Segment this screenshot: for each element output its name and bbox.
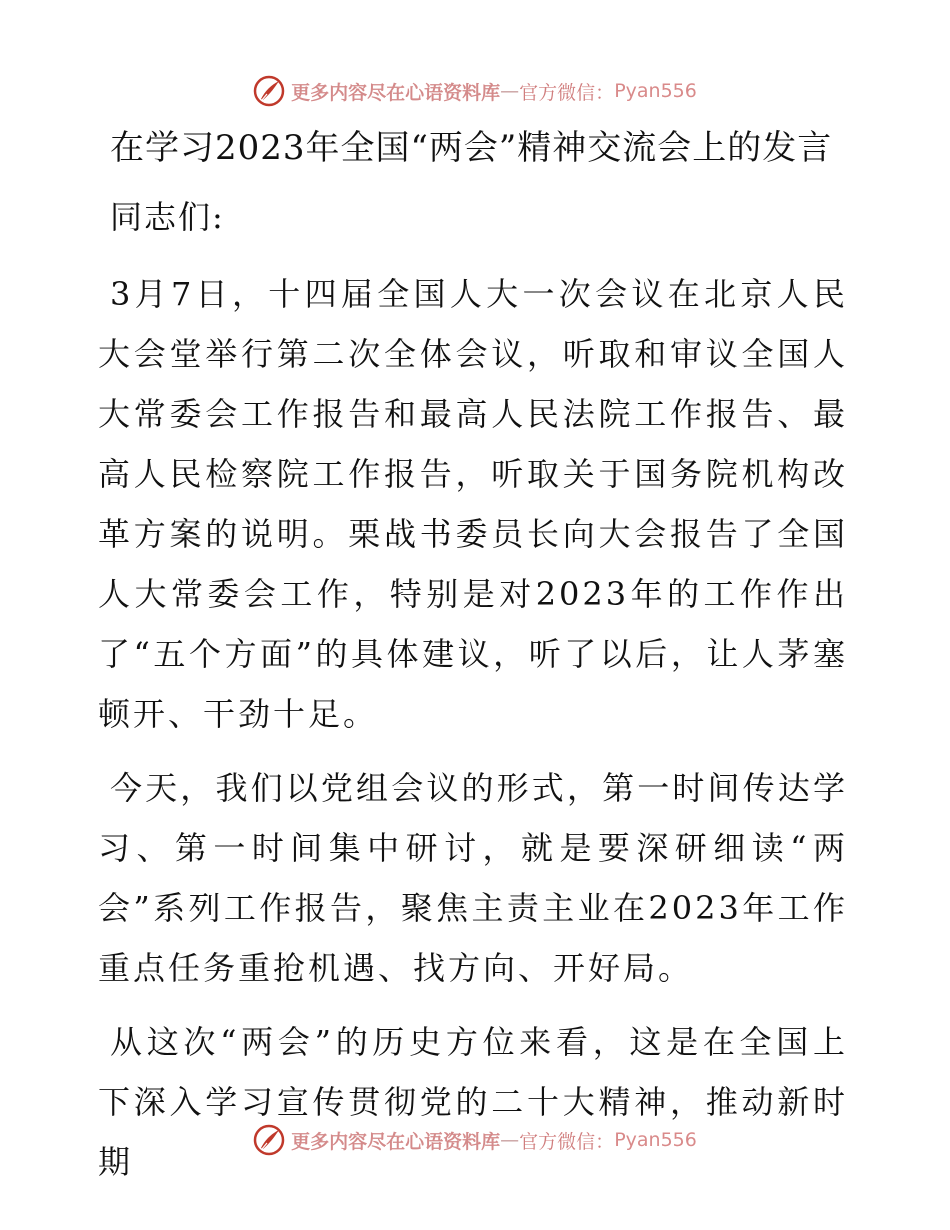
watermark-wechat-id: Pyan556 — [614, 1129, 697, 1151]
quill-pen-logo-icon — [253, 75, 285, 107]
paragraph-2: 今天，我们以党组会议的形式，第一时间传达学习、第一时间集中研讨，就是要深研细读“两会”系列工作报告，聚焦主责主业在2023年工作重点任务重抢机遇、找方向、开好局。 — [98, 769, 848, 987]
document-title: 在学习2023年全国“两会”精神交流会上的发言 — [110, 128, 833, 168]
salutation: 同志们: — [110, 198, 225, 236]
watermark-dash: — — [500, 80, 520, 102]
watermark-footer — [0, 1120, 950, 1160]
document-body — [98, 118, 848, 1192]
watermark-header — [0, 71, 950, 111]
quill-pen-logo-icon — [253, 1124, 285, 1156]
watermark-dash: — — [500, 1129, 520, 1151]
paragraph-1: 3月7日，十四届全国人大一次会议在北京人民大会堂举行第二次全体会议，听取和审议全国人大常委会工作报告和最高人民法院工作报告、最高人民检察院工作报告，听取关于国务院机构改革方案的说明。栗战书委员长向大会报告了全国人大常委会工作，特别是对2023年的工作作出了“五个方面”的具体建议，听了以后，让人茅塞顿开、干劲十足。 — [98, 275, 848, 733]
watermark-brand: 更多内容尽在心语资料库 — [291, 81, 501, 104]
watermark-note: 官方微信： — [519, 81, 615, 104]
watermark-note: 官方微信： — [519, 1130, 615, 1153]
watermark-brand: 更多内容尽在心语资料库 — [291, 1130, 501, 1153]
paragraph-3: 从这次“两会”的历史方位来看，这是在全国上下深入学习宣传贯彻党的二十大精神，推动新时期 — [98, 1023, 848, 1181]
watermark-wechat-id: Pyan556 — [614, 80, 697, 102]
